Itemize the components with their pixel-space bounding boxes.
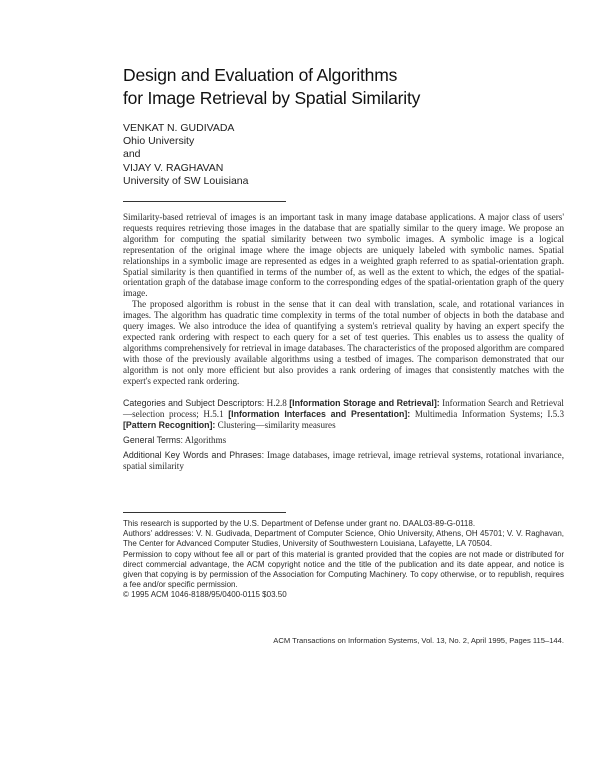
subject-descriptor-3: Multimedia Information Systems; I.5.3 xyxy=(414,408,564,419)
footnote-addresses: Authors' addresses: V. N. Gudivada, Department of Computer Science, Ohio University, Athens, OH 45701; V. V. Raghavan, The Center for Advanced Computer Studies, University of Southwestern Louisiana, Lafayette, LA 70504. xyxy=(123,529,564,549)
title-line-1: Design and Evaluation of Algorithms xyxy=(123,65,398,85)
paper-title xyxy=(123,64,563,110)
author-block xyxy=(123,122,443,188)
subject-descriptor-3-heading: [Pattern Recognition]: xyxy=(123,419,216,430)
footnote-support: This research is supported by the U.S. Department of Defense under grant no. DAAL03-89-G-0118. xyxy=(123,519,476,528)
footnotes xyxy=(123,519,564,601)
abstract-paragraph-2: The proposed algorithm is robust in the sense that it can deal with translation, scale, and rotational variances in images. The algorithm has quadratic time complexity in terms of the total number of objects in both the database and query images. We also introduce the idea of quantifying a system's retrieval quality by having an expert specify the expected rank ordering with respect to each query for a set of test queries. This enables us to assess the quality of algorithms comprehensively for retrieval in image databases. The characteristics of the proposed algorithm are compared with those of the previously available algorithms using a testbed of images. The comparison demonstrated that our algorithm is not only more efficient but also provides a rank ordering of images that consistently matches with the expert's expected rank ordering. xyxy=(123,299,564,386)
footnote-permission: Permission to copy without fee all or part of this material is granted provided that the copies are not made or distributed for direct commercial advantage, the ACM copyright notice and the title of the publication and its date appear, and notice is given that copying is by permission of the Association for Computing Machinery. To copy otherwise, or to republish, requires a fee and/or specific permission. xyxy=(123,549,564,590)
subject-descriptor-4: Clustering—similarity measures xyxy=(217,419,336,430)
subject-descriptor-2: Information Search and Retrieval—selection process; H.5.1 xyxy=(123,398,564,419)
abstract xyxy=(123,212,564,387)
classification-block xyxy=(123,398,564,475)
author-1-name: VENKAT N. GUDIVADA xyxy=(123,122,235,134)
title-line-2: for Image Retrieval by Spatial Similarity xyxy=(123,88,421,108)
author-2-name: VIJAY V. RAGHAVAN xyxy=(123,161,224,174)
author-1-affiliation: Ohio University xyxy=(123,135,195,148)
subject-descriptor-1: H.2.8 xyxy=(266,398,287,408)
author-conjunction: and xyxy=(123,148,141,161)
author-2-affiliation: University of SW Louisiana xyxy=(123,174,249,187)
keywords-value: Image databases, image retrieval, image retrieval systems, rotational invariance, spatial similarity xyxy=(123,449,564,471)
footnote-copyright: © 1995 ACM 1046-8188/95/0400-0115 $03.50 xyxy=(123,590,287,600)
subject-descriptor-2-heading: [Information Interfaces and Presentation]: xyxy=(228,408,411,419)
footnote-divider xyxy=(123,512,286,513)
general-terms-value: Algorithms xyxy=(184,434,227,445)
header-divider xyxy=(123,201,286,202)
running-footer: ACM Transactions on Information Systems, Vol. 13, No. 2, April 1995, Pages 115–144. xyxy=(273,636,564,645)
keywords-label: Additional Key Words and Phrases: xyxy=(123,449,265,460)
subject-descriptors xyxy=(123,398,564,431)
subject-descriptor-1-heading: [Information Storage and Retrieval]: xyxy=(289,398,440,408)
general-terms-label: General Terms: xyxy=(123,434,183,445)
keywords xyxy=(123,450,564,472)
abstract-paragraph-1: Similarity-based retrieval of images is an important task in many image database applications. A major class of users' requests requires retrieving those images in the database that are spatially similar to the query image. We propose an algorithm for computing the spatial similarity between two symbolic images. A symbolic image is a logical representation of the original image where the image objects are uniquely labeled with symbolic names. Spatial relationships in a symbolic image are represented as edges in a weighted graph referred to as spatial-orientation graph. Spatial similarity is then quantified in terms of the number of, as well as the extent to which, the edges of the spatial-orientation graph of the database image conform to the corresponding edges of the spatial-orientation graph of the query image. xyxy=(123,212,564,299)
general-terms xyxy=(123,435,564,446)
subject-descriptors-label: Categories and Subject Descriptors: xyxy=(123,398,265,408)
